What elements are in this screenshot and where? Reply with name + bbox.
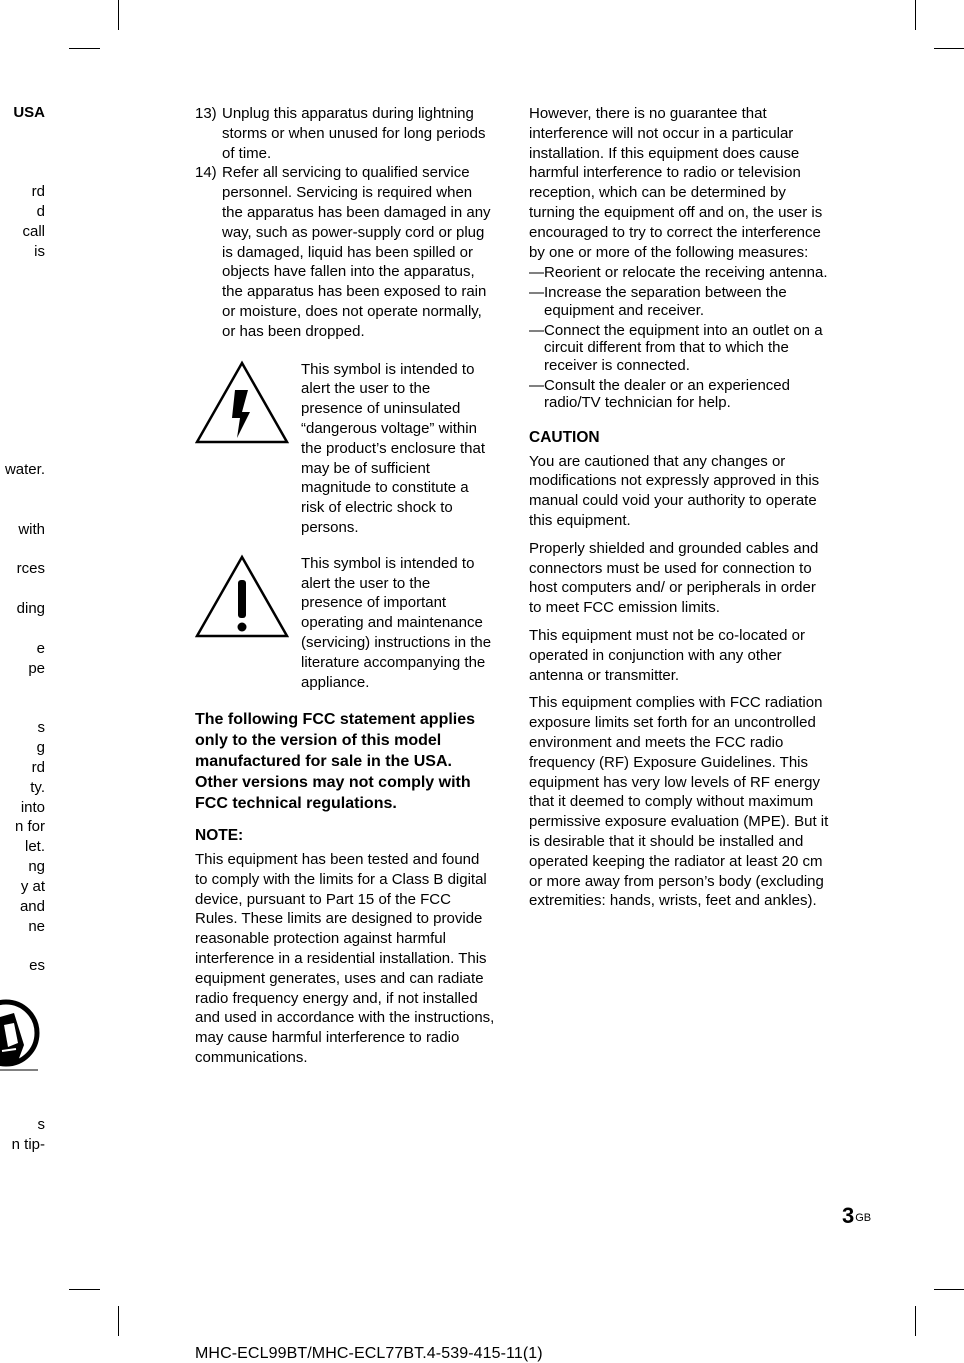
fragment-line: rd	[31, 758, 45, 776]
measures-list	[529, 264, 830, 412]
fragment-line: ng	[28, 858, 45, 876]
fragment-line: pe	[28, 659, 45, 677]
fragment-line: n for	[14, 818, 45, 836]
fragment-line	[0, 401, 45, 421]
fragment-line	[0, 976, 45, 996]
lightning-symbol-text: This symbol is intended to alert the user to the presence of uninsulated “dangerous voltage” within the product’s enclosure that may be of sufficient magnitude to constitute a risk of electric shock to persons.	[301, 360, 486, 536]
fragment-line	[0, 1075, 45, 1095]
fragment-line: ty.	[30, 778, 45, 796]
page-number: $3^{GB}$	[842, 1203, 872, 1228]
fragment-line	[0, 1095, 45, 1115]
caution-heading: CAUTION	[529, 428, 600, 446]
fragment-line	[0, 163, 45, 183]
fragment-line	[0, 381, 45, 401]
fragment-line	[0, 619, 45, 639]
fragment-line: water.	[4, 461, 45, 479]
fragment-line: rces	[16, 560, 45, 578]
fragment-line: e	[36, 639, 45, 657]
rf-exposure-text: This equipment complies with FCC radiation exposure limits set forth for an uncontrolled environment and meets the FCC radio frequency (RF) Exposure Guidelines. This equipment has very low levels of RF energy that it deemed to comply without maximum permissive exposure evaluation (MPE). But it is desirable that it should be installed and operated keeping the radiator at least 20 cm or more away from person’s body (excluding extremities: hands, wrists, feet and ankles).	[529, 694, 829, 910]
page-number-suffix: GB	[855, 1212, 872, 1224]
fragment-line: is	[34, 242, 45, 260]
fragment-line	[0, 262, 45, 282]
fragment-line: and	[19, 897, 45, 915]
lightning-warning-icon	[195, 360, 289, 446]
intro-text: However, there is no guarantee that interference will not occur in a particular installation. If this equipment does cause harmful interference to radio or television reception, which can be determined by turning the equipment off and on, the user is encouraged to try to correct the interference by one or more of the following measures:	[529, 105, 823, 261]
colocate-text: This equipment must not be co-located or operated in conjunction with any other antenna or transmitter.	[529, 627, 805, 684]
crop-mark	[118, 1306, 119, 1336]
fragment-line: s	[37, 719, 45, 737]
fragment-line: into	[20, 798, 45, 816]
fragment-line	[0, 123, 45, 143]
fragment-line: let.	[24, 838, 45, 856]
item-number: 14)	[195, 164, 217, 182]
exclamation-warning-icon	[195, 554, 289, 640]
fragment-line	[0, 936, 45, 956]
list-item: — Reorient or relocate the receiving antenna.	[529, 264, 828, 282]
note-heading: NOTE:	[195, 827, 244, 845]
crop-mark	[934, 1289, 964, 1290]
column-right	[529, 104, 830, 911]
exclamation-symbol-text: This symbol is intended to alert the user to the presence of important operating and maintenance (servicing) instructions in the literature accompanying the appliance.	[301, 554, 492, 691]
list-item	[195, 104, 495, 163]
fragment-line: y at	[20, 877, 45, 895]
list-item: — Consult the dealer or an experienced radio/TV technician for help.	[529, 376, 790, 412]
fragment-line: g	[36, 739, 45, 756]
list-item: — Connect the equipment into an outlet on a circuit different from that to which the receiver is connected.	[529, 321, 823, 374]
fragment-line	[0, 540, 45, 560]
fragment-line	[0, 579, 45, 599]
fragment-line	[0, 421, 45, 441]
fragment-line: rd	[31, 183, 45, 201]
fragment-line: d	[36, 203, 45, 221]
fragment-line	[0, 321, 45, 341]
list-item	[195, 163, 495, 341]
caution-text: You are cautioned that any changes or modifications not expressly approved in this manual could void your authority to operate this equipment.	[529, 452, 820, 530]
fragment-line	[0, 440, 45, 460]
fragment-line	[0, 698, 45, 718]
crop-mark	[934, 48, 964, 49]
list-item: — Increase the separation between the equipment and receiver.	[529, 284, 787, 319]
fragment-line: with	[18, 520, 45, 538]
fragment-line	[0, 678, 45, 698]
item-text: Refer all servicing to qualified service personnel. Servicing is required when the apparatus has been damaged in any way, such as power-supply cord or plug is damaged, liquid has been spilled or objects have fallen into the apparatus, the apparatus has been exposed to rain or moisture, does not operate normally, or has been dropped.	[222, 164, 491, 340]
fragment-line: es	[29, 957, 45, 975]
crop-mark	[118, 0, 119, 30]
fragment-line	[0, 361, 45, 381]
exclamation-symbol-block	[195, 554, 495, 693]
item-number: 13)	[195, 105, 217, 122]
cart-tip-warning-icon	[0, 995, 42, 1073]
fragment-line: call	[22, 223, 45, 241]
fragment-line: ding	[16, 600, 45, 618]
crop-mark	[69, 48, 100, 49]
fragment-line: USA	[13, 104, 45, 121]
fragment-line: ne	[28, 917, 45, 935]
column-left	[195, 104, 495, 1068]
crop-mark	[69, 1289, 100, 1290]
fragment-line	[0, 341, 45, 361]
fragment-line	[0, 500, 45, 520]
footer-model-code: MHC-ECL99BT/MHC-ECL77BT.4-539-415-11(1)	[195, 1345, 543, 1362]
fragment-line	[0, 301, 45, 321]
fragment-line	[0, 282, 45, 302]
item-text: Unplug this apparatus during lightning storms or when unused for long periods of time.	[222, 105, 486, 162]
fragment-line	[0, 480, 45, 500]
note-text: This equipment has been tested and found to comply with the limits for a Class B digital device, pursuant to Part 15 of the FCC Rules. These limits are designed to provide reasonable protection against harmful interference in a residential installation. This equipment generates, uses and can radiate radio frequency energy and, if not installed and used in accordance with the instructions, may cause harmful interference to radio communications.	[195, 851, 495, 1067]
crop-mark	[915, 0, 916, 30]
crop-mark	[915, 1306, 916, 1336]
shielded-text: Properly shielded and grounded cables and connectors must be used for connection to host computers and/ or peripherals in order to meet FCC emission limits.	[529, 539, 819, 617]
fcc-statement: The following FCC statement applies only to the version of this model manufactured for sale in the USA. Other versions may not comply with FCC technical regulations.	[195, 711, 476, 812]
fragment-line	[0, 143, 45, 163]
fragment-line: s	[37, 1116, 45, 1134]
fragment-line: n tip-	[11, 1135, 45, 1153]
lightning-symbol-block	[195, 360, 495, 538]
